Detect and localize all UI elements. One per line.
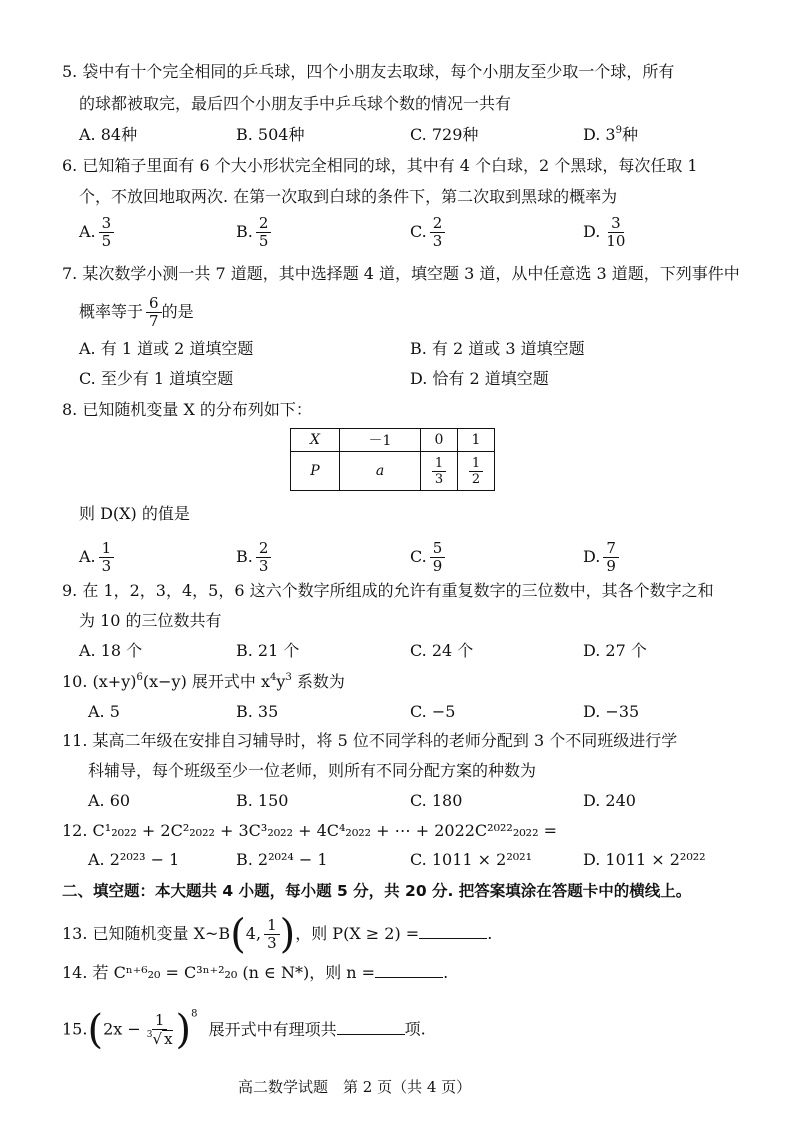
q8-line1: 8. 已知随机变量 X 的分布列如下： xyxy=(62,400,312,419)
q7-line2: 概率等于 $\frac{6}{7}$ 的是 xyxy=(79,294,194,330)
q7-option-a: A. 有 1 道或 2 道填空题 xyxy=(79,339,254,358)
q14-answer-blank[interactable] xyxy=(375,963,443,978)
q13-line: 13. 已知随机变量 X~B(4, $\frac{1}{3}$ )，则 P(X ≥ 2) = . xyxy=(62,911,493,958)
q12-option-c: C. 1011 × 2²⁰²¹ xyxy=(410,850,532,869)
table-row xyxy=(291,452,495,491)
q6-option-d: D. $\frac{3}{10}$ xyxy=(583,214,626,250)
q9-line1: 9. 在 1，2，3，4，5，6 这六个数字所组成的允许有重复数字的三位数中，其各个数字之和 xyxy=(62,581,714,600)
q11-line1: 11. 某高二年级在安排自习辅导时，将 5 位不同学科的老师分配到 3 个不同班级进行学 xyxy=(62,731,678,750)
q5-option-b: B. 504种 xyxy=(236,125,305,144)
q12-option-d: D. 1011 × 2²⁰²² xyxy=(583,850,706,869)
q6-option-c: C. $\frac{2}{3}$ xyxy=(410,215,445,250)
q9-option-c: C. 24 个 xyxy=(410,641,474,660)
q9-line2: 为 10 的三位数共有 xyxy=(79,611,222,630)
q5-option-d: D. $3^9$种 xyxy=(583,125,638,144)
q11-option-c: C. 180 xyxy=(410,791,463,810)
q15-line: 15.(2x − $\frac{1}{^3√ x}$ )$^8$ 展开式中有理项共 项. xyxy=(62,1007,426,1053)
q10-option-d: D. −35 xyxy=(583,702,640,721)
q14-line: 14. 若 Cⁿ⁺⁶₂₀ = C³ⁿ⁺²₂₀ (n ∈ N*)，则 n = . xyxy=(62,963,449,982)
q7-option-c: C. 至少有 1 道填空题 xyxy=(79,369,234,388)
table-cell: 1 xyxy=(458,429,495,452)
q7-option-b: B. 有 2 道或 3 道填空题 xyxy=(410,339,585,358)
table-cell: $\frac{1}{2}$ xyxy=(458,452,495,491)
table-cell: $\frac{1}{3}$ xyxy=(421,452,458,491)
q6-line2: 个，不放回地取两次. 在第一次取到白球的条件下，第二次取到黑球的概率为 xyxy=(79,187,618,206)
q5-line1: 5. 袋中有十个完全相同的乒乓球，四个小朋友去取球，每个小朋友至少取一个球，所有 xyxy=(62,62,675,81)
q11-option-d: D. 240 xyxy=(583,791,636,810)
q9-option-d: D. 27 个 xyxy=(583,641,647,660)
q9-option-a: A. 18 个 xyxy=(79,641,143,660)
q8-option-c: C. $\frac{5}{9}$ xyxy=(410,540,445,575)
q8-option-a: A. $\frac{1}{3}$ xyxy=(79,540,114,575)
q7-line1: 7. 某次数学小测一共 7 道题，其中选择题 4 道，填空题 3 道，从中任意选 3 道题，下列事件中 xyxy=(62,264,740,283)
q5-option-c: C. 729种 xyxy=(410,125,479,144)
q10-option-b: B. 35 xyxy=(236,702,279,721)
section-heading: 二、填空题：本大题共 4 小题，每小题 5 分，共 20 分. 把答案填涂在答题卡中的横线上。 xyxy=(62,882,692,900)
q9-option-b: B. 21 个 xyxy=(236,641,300,660)
table-cell: －1 xyxy=(340,429,421,452)
q8-option-b: B. $\frac{2}{3}$ xyxy=(236,540,271,575)
q15-answer-blank[interactable] xyxy=(337,1020,405,1035)
q8-line2: 则 D(X) 的值是 xyxy=(79,504,190,523)
page-footer: 高二数学试题 第 2 页（共 4 页） xyxy=(238,1078,472,1096)
table-cell: P xyxy=(291,452,340,491)
q11-line2: 科辅导，每个班级至少一位老师，则所有不同分配方案的种数为 xyxy=(88,761,537,780)
q7-option-d: D. 恰有 2 道填空题 xyxy=(410,369,549,388)
q6-option-b: B. $\frac{2}{5}$ xyxy=(236,215,271,250)
q10-line: 10. $(x+y)^6(x-y)$ 展开式中 $x^4y^3$ 系数为 xyxy=(62,672,345,691)
table-row xyxy=(291,429,495,452)
q10-option-a: A. 5 xyxy=(88,702,120,721)
q12-option-b: B. 2²⁰²⁴ − 1 xyxy=(236,850,328,869)
q5-line2: 的球都被取完，最后四个小朋友手中乒乓球个数的情况一共有 xyxy=(79,94,512,113)
table-cell: a xyxy=(340,452,421,491)
q11-option-a: A. 60 xyxy=(88,791,131,810)
q12-line: 12. C¹₂₀₂₂ + 2C²₂₀₂₂ + 3C³₂₀₂₂ + 4C⁴₂₀₂₂ + ⋯ + 2022C²⁰²²₂₀₂₂ = xyxy=(62,821,557,840)
q8-option-d: D. $\frac{7}{9}$ xyxy=(583,540,619,575)
table-cell: 0 xyxy=(421,429,458,452)
q6-option-a: A. $\frac{3}{5}$ xyxy=(79,215,114,250)
q10-option-c: C. −5 xyxy=(410,702,456,721)
q6-line1: 6. 已知箱子里面有 6 个大小形状完全相同的球，其中有 4 个白球，2 个黑球，每次任取 1 xyxy=(62,156,698,175)
distribution-table xyxy=(290,428,495,491)
q13-answer-blank[interactable] xyxy=(419,924,487,939)
q12-option-a: A. 2²⁰²³ − 1 xyxy=(88,850,180,869)
q5-option-a: A. 84种 xyxy=(79,125,138,144)
q11-option-b: B. 150 xyxy=(236,791,289,810)
table-cell: X xyxy=(291,429,340,452)
